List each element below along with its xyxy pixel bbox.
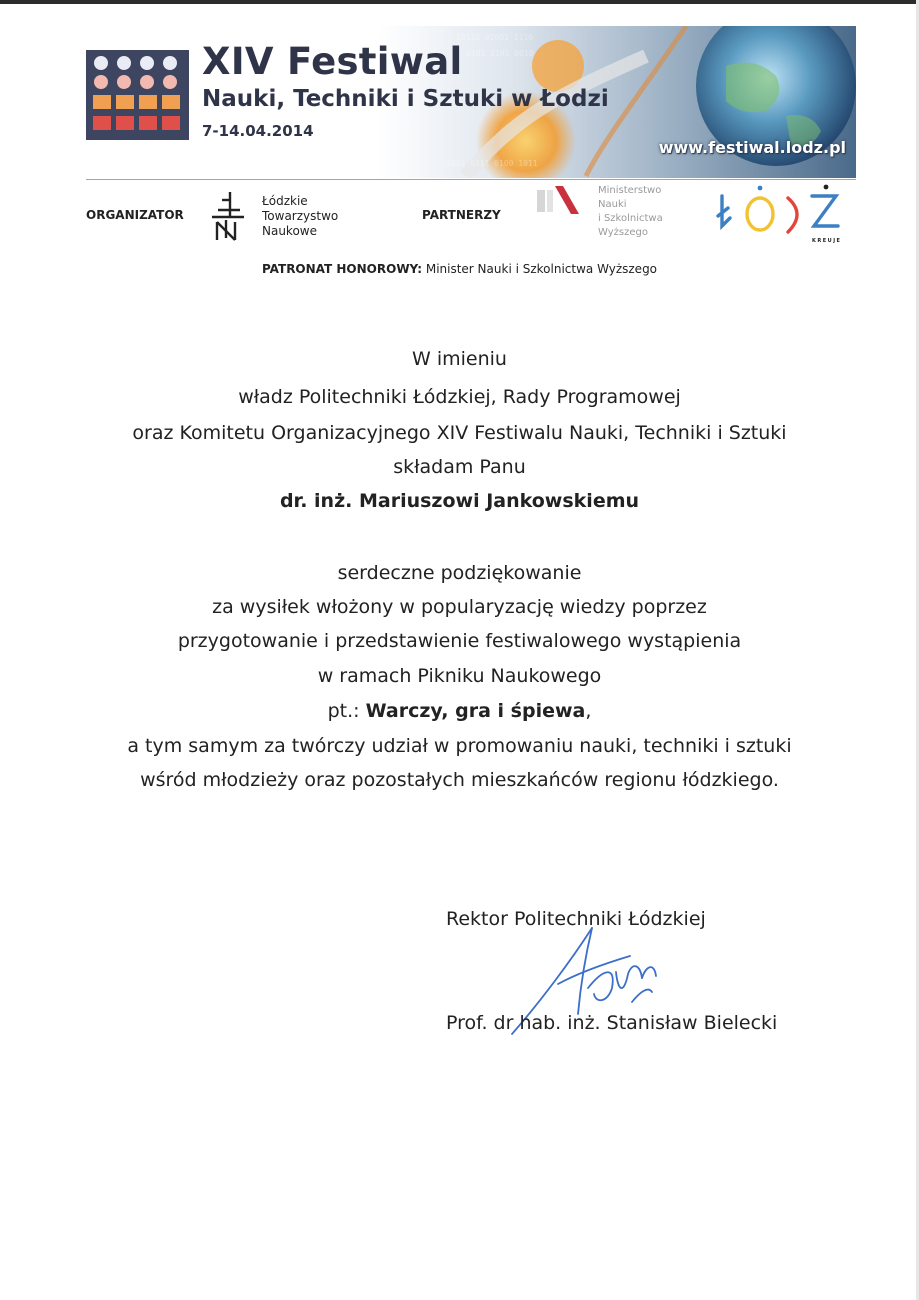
ministry-logo-icon (533, 186, 579, 216)
letter-line-3: oraz Komitetu Organizacyjnego XIV Festiwalu Nauki, Techniki i Sztuki (132, 422, 787, 444)
festival-dates: 7-14.04.2014 (202, 122, 314, 140)
signatory-name: Prof. dr hab. inż. Stanisław Bielecki (446, 1012, 778, 1034)
festival-logo (86, 50, 189, 140)
svg-text:0101 1101 0010: 0101 1101 0010 (466, 49, 534, 58)
banner-divider (86, 179, 856, 180)
svg-text:1001 0111 0100 1011: 1001 0111 0100 1011 (446, 159, 538, 168)
closing-line-1: a tym samym za twórczy udział w promowaniu nauki, techniki i sztuki (127, 735, 792, 757)
thanks-line-3: przygotowanie i przedstawienie festiwalowego wystąpienia (177, 630, 742, 652)
partners-label: PARTNERZY (422, 208, 501, 222)
festival-subtitle: Nauki, Techniki i Sztuki w Łodzi (202, 86, 609, 112)
festival-url: www.festiwal.lodz.pl (658, 138, 846, 157)
honorary-patronage: PATRONAT HONOROWY: Minister Nauki i Szkolnictwa Wyższego (261, 262, 658, 276)
organizer-label: ORGANIZATOR (86, 208, 184, 222)
letter-line-1: W imieniu (412, 348, 507, 370)
lodz-city-logo-icon (716, 182, 842, 248)
signatory-role: Rektor Politechniki Łódzkiej (446, 908, 706, 930)
thanks-line-1: serdeczne podziękowanie (337, 562, 582, 584)
festival-title: XIV Festiwal (202, 40, 463, 83)
recipient-name: dr. inż. Mariuszowi Jankowskiemu (279, 490, 640, 512)
thanks-line-2: za wysiłek włożony w popularyzację wiedzy poprzez (212, 596, 707, 618)
letter-line-2: władz Politechniki Łódzkiej, Rady Programowej (238, 386, 681, 408)
svg-text:KREUJE: KREUJE (812, 238, 842, 244)
ministry-name: Ministerstwo Nauki i Szkolnictwa Wyższego (598, 185, 663, 238)
scan-top-edge (0, 0, 919, 4)
closing-line-2: wśród młodzieży oraz pozostałych mieszkańców regionu łódzkiego. (140, 769, 779, 791)
ltn-logo-icon (208, 190, 248, 242)
organizer-name: Łódzkie Towarzystwo Naukowe (262, 194, 339, 238)
festival-banner (86, 26, 856, 178)
thanks-line-4: w ramach Pikniku Naukowego (317, 665, 602, 687)
letter-line-4: składam Panu (393, 456, 526, 478)
svg-text:10110 01001 1110: 10110 01001 1110 (456, 33, 534, 42)
talk-title-line: pt.: Warczy, gra i śpiewa, (327, 700, 592, 722)
